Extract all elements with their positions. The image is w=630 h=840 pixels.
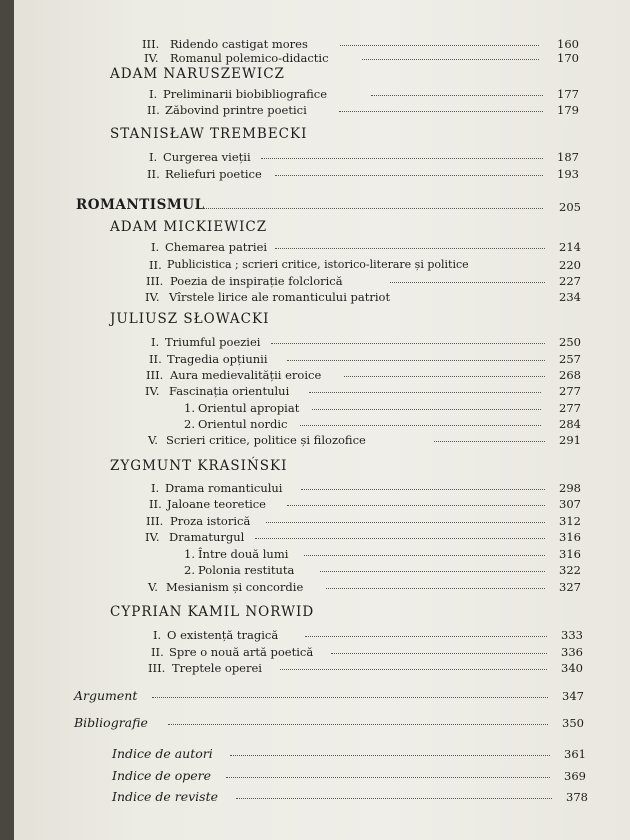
- toc-entry: [184, 562, 581, 578]
- entry-title: Tragedia opțiunii: [167, 352, 268, 366]
- entry-title: Indice de autori: [112, 746, 213, 761]
- dot-leader: [168, 724, 548, 725]
- entry-title: Zăbovind printre poetici: [165, 103, 307, 117]
- entry-page: 340: [561, 661, 583, 675]
- entry-number: V.: [148, 580, 158, 594]
- entry-number: I.: [151, 240, 160, 254]
- entry-page: 277: [559, 401, 581, 415]
- dot-leader: [331, 653, 547, 654]
- entry-page: 291: [559, 433, 581, 447]
- book-page: [14, 0, 630, 840]
- toc-entry: [153, 627, 583, 643]
- dot-leader: [271, 343, 545, 344]
- author-heading: ZYGMUNT KRASIŃSKI: [110, 458, 288, 474]
- entry-title: Dramaturgul: [169, 530, 245, 544]
- entry-title: Argument: [74, 688, 138, 703]
- toc-entry: [148, 579, 581, 595]
- entry-title: Orientul nordic: [198, 417, 288, 431]
- entry-page: 369: [564, 769, 586, 783]
- entry-number: 2.: [184, 563, 195, 577]
- entry-title: Romanul polemico-didactic: [170, 51, 329, 65]
- entry-number: I.: [149, 150, 158, 164]
- entry-number: 1.: [184, 401, 195, 415]
- entry-page: 179: [557, 103, 579, 117]
- entry-page: 336: [561, 645, 583, 659]
- toc-entry: [149, 86, 579, 102]
- toc-entry: [184, 400, 581, 416]
- entry-page: 187: [557, 150, 579, 164]
- author-heading: CYPRIAN KAMIL NORWID: [110, 604, 315, 620]
- entry-title: Fascinația orientului: [169, 384, 290, 398]
- dot-leader: [304, 555, 545, 556]
- entry-page: 322: [559, 563, 581, 577]
- entry-page: 298: [559, 481, 581, 495]
- toc-entry: [147, 102, 579, 118]
- entry-title: Vîrstele lirice ale romanticului patriot: [169, 290, 391, 304]
- dot-leader: [287, 360, 545, 361]
- toc-entry: [151, 644, 583, 660]
- dot-leader: [300, 425, 541, 426]
- entry-number: 1.: [184, 547, 195, 561]
- entry-number: IV.: [145, 290, 160, 304]
- entry-page: 234: [559, 290, 581, 304]
- author-heading: JULIUSZ SŁOWACKI: [110, 311, 270, 327]
- dot-leader: [287, 505, 545, 506]
- entry-number: I.: [151, 481, 160, 495]
- dot-leader: [344, 376, 545, 377]
- toc-entry: [146, 273, 581, 289]
- entry-title: Treptele operei: [172, 661, 262, 675]
- entry-number: II.: [149, 352, 162, 366]
- dot-leader: [202, 208, 543, 209]
- entry-title: Poezia de inspirație folclorică: [170, 274, 343, 288]
- entry-page: 307: [559, 497, 581, 511]
- dot-leader: [152, 697, 548, 698]
- entry-page: 227: [559, 274, 581, 288]
- entry-page: 284: [559, 417, 581, 431]
- dot-leader: [305, 636, 547, 637]
- entry-page: 257: [559, 352, 581, 366]
- toc-entry: [151, 239, 581, 255]
- toc-entry: [146, 513, 581, 529]
- entry-title: Preliminarii biobibliografice: [163, 87, 328, 101]
- entry-page: 250: [559, 335, 581, 349]
- entry-title: Drama romanticului: [165, 481, 283, 495]
- entry-page: 177: [557, 87, 579, 101]
- toc-entry: [74, 715, 584, 731]
- dot-leader: [275, 248, 545, 249]
- entry-number: III.: [146, 368, 164, 382]
- entry-title: Scrieri critice, politice și filozofice: [166, 433, 366, 447]
- entry-number: IV.: [145, 530, 160, 544]
- entry-number: I.: [151, 335, 160, 349]
- toc-entry: [112, 768, 586, 784]
- toc-entry: [112, 746, 586, 762]
- entry-title: Între două lumi: [198, 547, 289, 561]
- entry-title: Chemarea patriei: [165, 240, 268, 254]
- toc-entry: [148, 660, 583, 676]
- dot-leader: [320, 571, 545, 572]
- toc-entry: [145, 383, 581, 399]
- toc-entry: [144, 50, 579, 66]
- entry-page: 170: [557, 51, 579, 65]
- author-heading: ADAM NARUSZEWICZ: [110, 66, 285, 82]
- entry-page: 312: [559, 514, 581, 528]
- entry-title: Jaloane teoretice: [167, 497, 266, 511]
- toc-entry: [148, 432, 581, 448]
- entry-page: 316: [559, 530, 581, 544]
- entry-number: IV.: [145, 384, 160, 398]
- entry-page: 316: [559, 547, 581, 561]
- entry-number: III.: [142, 37, 160, 51]
- author-heading: STANISŁAW TREMBECKI: [110, 126, 308, 142]
- entry-number: I.: [153, 628, 162, 642]
- dot-leader: [309, 392, 541, 393]
- entry-page: 205: [559, 200, 581, 214]
- dot-leader: [390, 282, 545, 283]
- dot-leader: [226, 777, 550, 778]
- toc-entry: [149, 351, 581, 367]
- entry-title: Publicistica ; scrieri critice, istorico-literare și politice: [167, 258, 469, 271]
- dot-leader: [312, 409, 541, 410]
- toc-entry: [149, 149, 579, 165]
- toc-entry: [147, 166, 579, 182]
- dot-leader: [255, 538, 545, 539]
- entry-page: 378: [566, 790, 588, 804]
- entry-title: Bibliografie: [74, 715, 148, 730]
- entry-page: 327: [559, 580, 581, 594]
- dot-leader: [340, 45, 539, 46]
- entry-number: II.: [151, 645, 164, 659]
- dot-leader: [362, 59, 539, 60]
- entry-number: II.: [149, 258, 162, 272]
- entry-number: III.: [148, 661, 166, 675]
- dot-leader: [326, 588, 545, 589]
- entry-number: I.: [149, 87, 158, 101]
- dot-leader: [339, 111, 543, 112]
- entry-page: 277: [559, 384, 581, 398]
- entry-title: Triumful poeziei: [165, 335, 261, 349]
- dot-leader: [261, 158, 543, 159]
- section-entry: [76, 197, 581, 215]
- entry-page: 193: [557, 167, 579, 181]
- entry-number: 2.: [184, 417, 195, 431]
- toc-entry: [145, 529, 581, 545]
- entry-page: 333: [561, 628, 583, 642]
- dot-leader: [371, 95, 543, 96]
- entry-title: Ridendo castigat mores: [170, 37, 308, 51]
- entry-number: IV.: [144, 51, 159, 65]
- entry-number: V.: [148, 433, 158, 447]
- toc-entry: [146, 367, 581, 383]
- entry-number: II.: [149, 497, 162, 511]
- entry-title: Proza istorică: [170, 514, 251, 528]
- entry-title: Orientul apropiat: [198, 401, 300, 415]
- dot-leader: [301, 489, 545, 490]
- entry-page: 350: [562, 716, 584, 730]
- dot-leader: [275, 175, 543, 176]
- entry-title: O existență tragică: [167, 628, 279, 642]
- entry-page: 160: [557, 37, 579, 51]
- entry-number: II.: [147, 103, 160, 117]
- dot-leader: [434, 441, 545, 442]
- entry-title: Indice de reviste: [112, 789, 218, 804]
- toc-entry: [151, 334, 581, 350]
- entry-page: 268: [559, 368, 581, 382]
- entry-number: III.: [146, 514, 164, 528]
- toc-entry: [149, 257, 581, 273]
- entry-title: Curgerea vieții: [163, 150, 251, 164]
- toc-entry: [184, 546, 581, 562]
- entry-title: Indice de opere: [112, 768, 212, 783]
- entry-page: 220: [559, 258, 581, 272]
- entry-title: Aura medievalității eroice: [170, 368, 322, 382]
- entry-title: Spre o nouă artă poetică: [169, 645, 314, 659]
- entry-page: 347: [562, 689, 584, 703]
- author-heading: ADAM MICKIEWICZ: [110, 219, 268, 235]
- dot-leader: [280, 669, 547, 670]
- entry-title: Polonia restituta: [198, 563, 295, 577]
- toc-entry: [184, 416, 581, 432]
- dot-leader: [266, 522, 545, 523]
- toc-entry: [74, 688, 584, 704]
- entry-number: III.: [146, 274, 164, 288]
- entry-page: 361: [564, 747, 586, 761]
- section-title: ROMANTISMUL: [76, 197, 205, 213]
- entry-title: Mesianism și concordie: [166, 580, 304, 594]
- toc-entry: [149, 496, 581, 512]
- entry-title: Reliefuri poetice: [165, 167, 262, 181]
- entry-number: II.: [147, 167, 160, 181]
- toc-entry: [145, 289, 581, 305]
- dot-leader: [230, 755, 550, 756]
- entry-page: 214: [559, 240, 581, 254]
- toc-entry: [112, 789, 588, 805]
- toc-entry: [151, 480, 581, 496]
- dot-leader: [236, 798, 552, 799]
